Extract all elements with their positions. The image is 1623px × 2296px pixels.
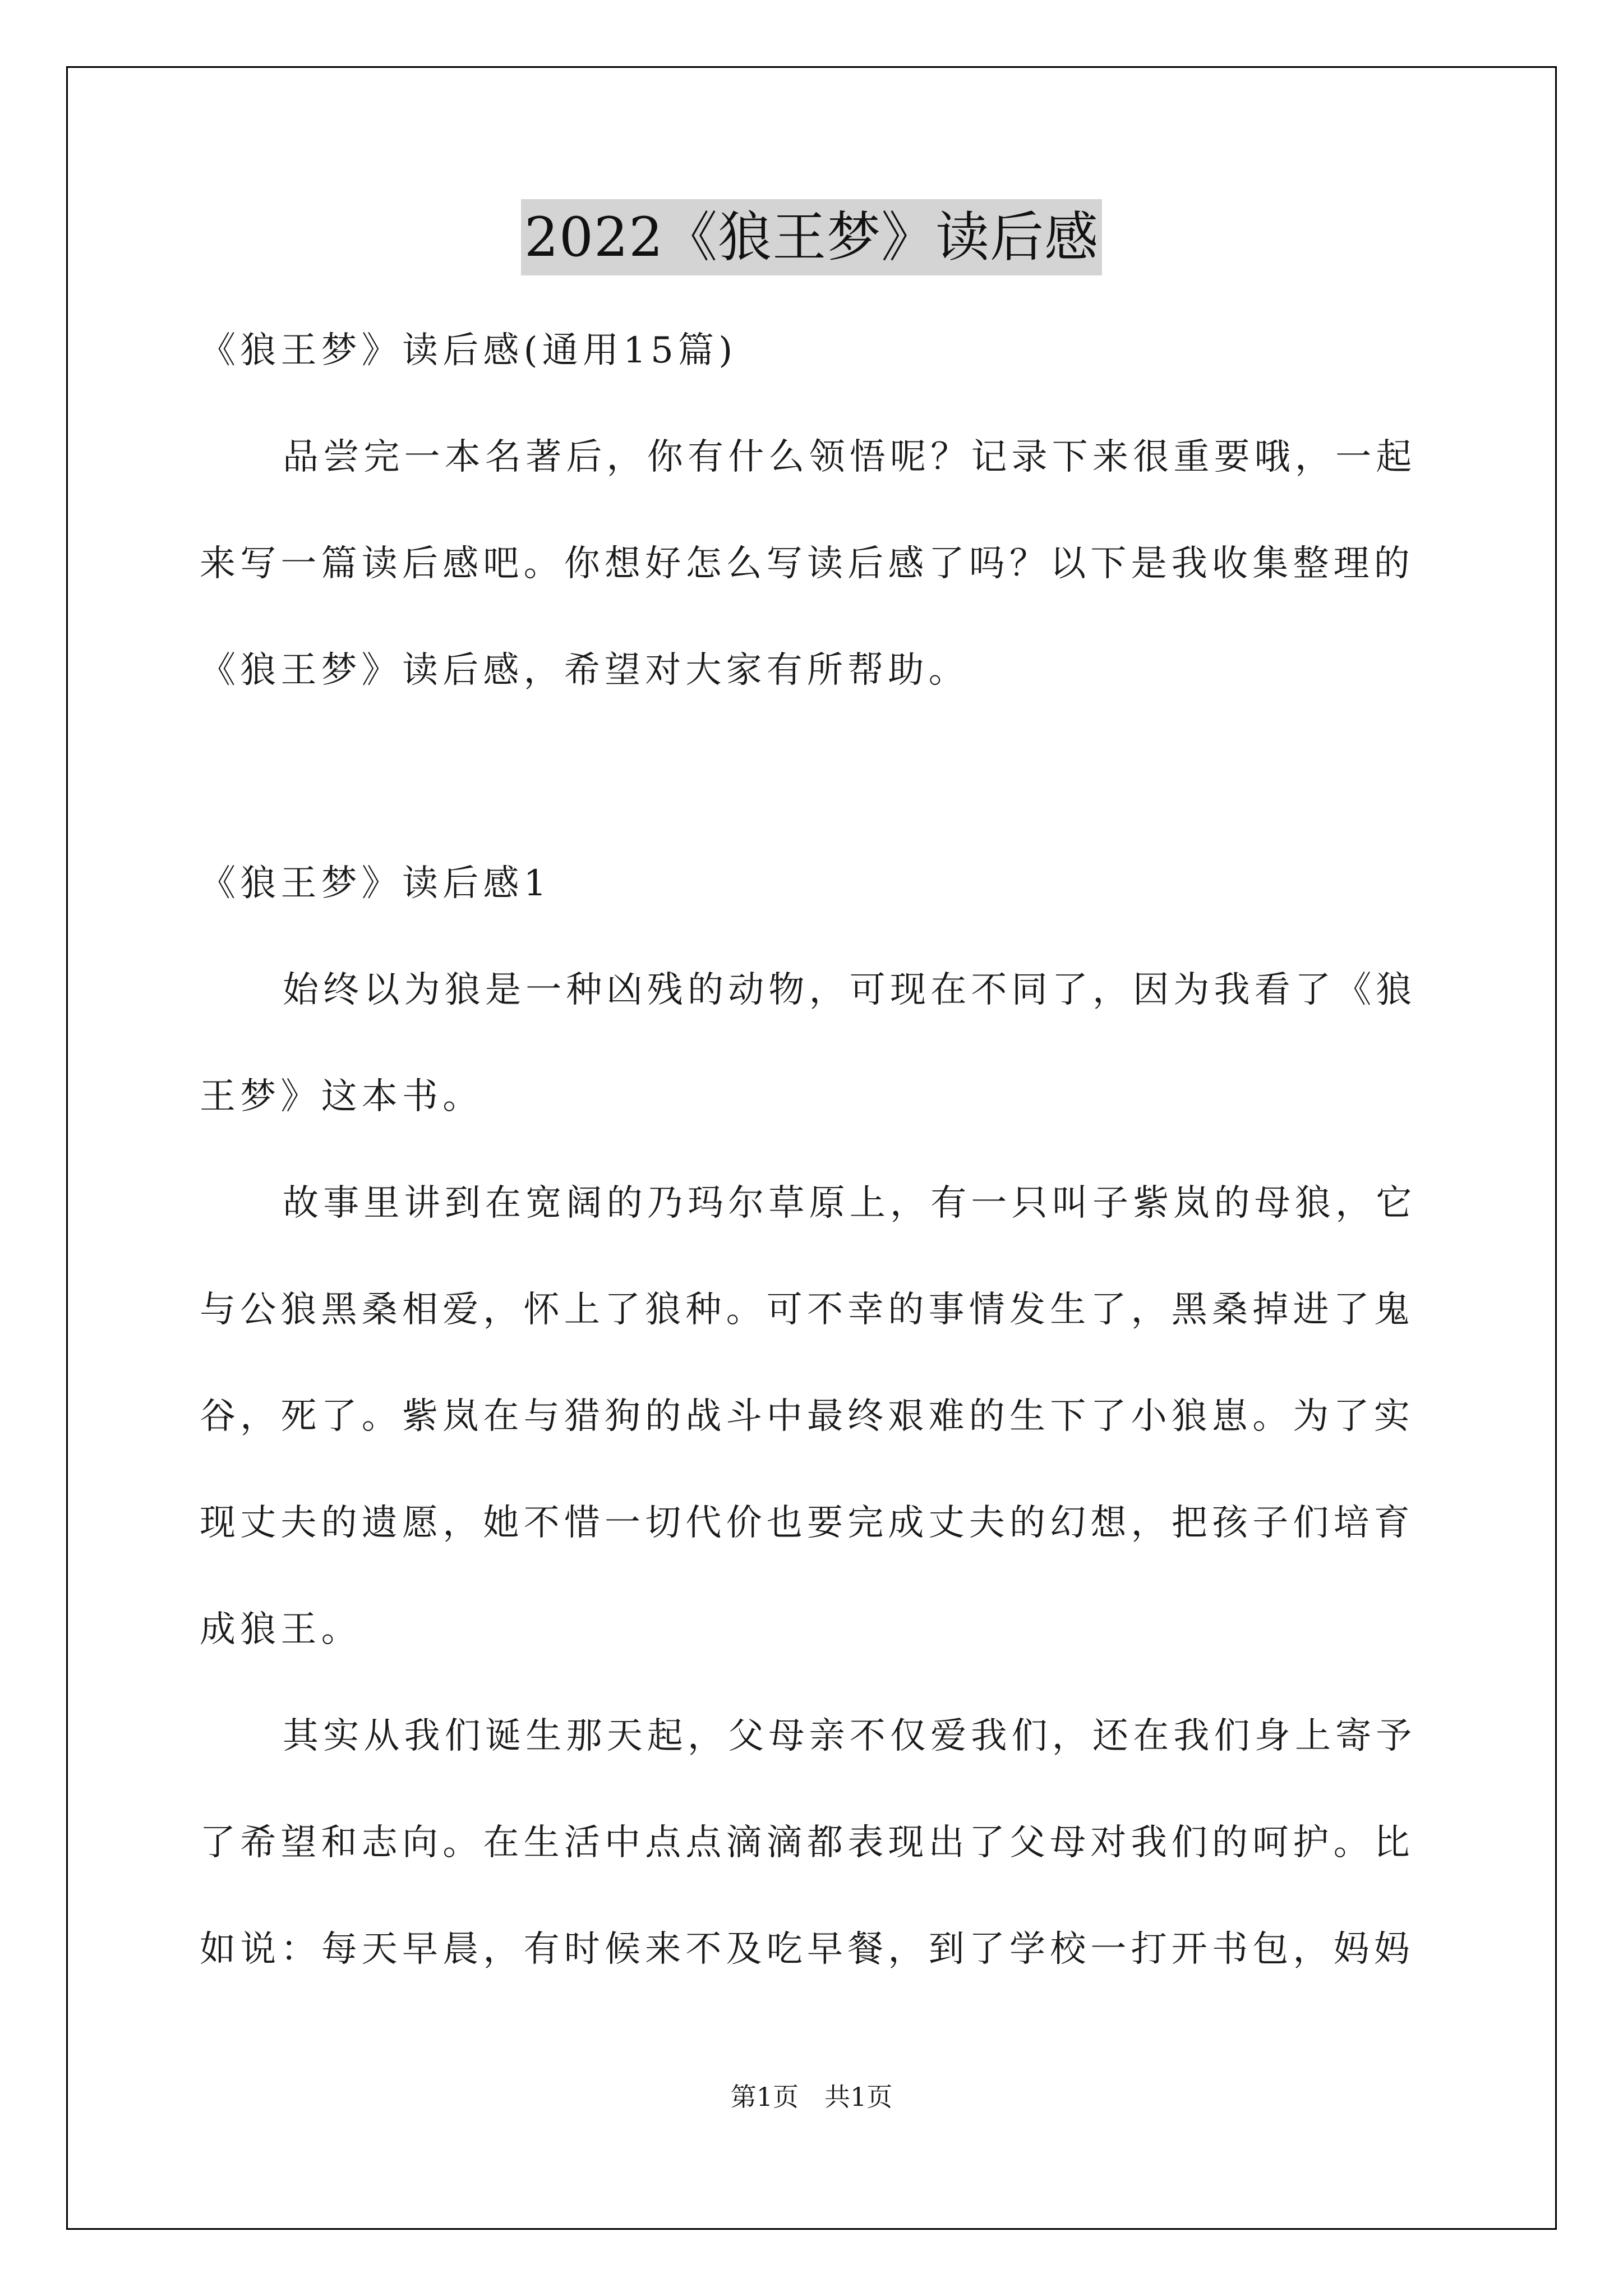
paragraph-line: 如说：每天早晨，有时候来不及吃早餐，到了学校一打开书包，妈妈 (200, 1929, 1414, 1970)
paragraph-line: 其实从我们诞生那天起，父母亲不仅爱我们，还在我们身上寄予 (283, 1715, 1417, 1757)
paragraph-line: 王梦》这本书。 (200, 1076, 483, 1117)
intro-line-1: 品尝完一本名著后，你有什么领悟呢？记录下来很重要哦，一起 (283, 436, 1417, 478)
document-body (200, 297, 1433, 2003)
intro-line-2: 来写一篇读后感吧。你想好怎么写读后感了吗？以下是我收集整理的 (200, 543, 1414, 585)
page-total: 共1页 (824, 2082, 893, 2112)
paragraph-line: 了希望和志向。在生活中点点滴滴都表现出了父母对我们的呵护。比 (200, 1822, 1414, 1864)
section-gap (200, 724, 1433, 830)
document-title: 2022《狼王梦》读后感 (521, 199, 1102, 275)
title-wrap (0, 199, 1623, 275)
paragraph-line: 成狼王。 (200, 1609, 362, 1650)
paragraph-line: 故事里讲到在宽阔的乃玛尔草原上，有一只叫子紫岚的母狼，它 (283, 1182, 1417, 1224)
page-footer (0, 2080, 1623, 2114)
intro-line-3: 《狼王梦》读后感，希望对大家有所帮助。 (200, 650, 969, 691)
subtitle-line: 《狼王梦》读后感(通用15篇) (200, 330, 737, 371)
paragraph-line: 与公狼黑桑相爱，怀上了狼种。可不幸的事情发生了，黑桑掉进了鬼 (200, 1289, 1414, 1331)
paragraph-line: 现丈夫的遗愿，她不惜一切代价也要完成丈夫的幻想，把孩子们培育 (200, 1502, 1414, 1544)
paragraph-line: 谷，死了。紫岚在与猎狗的战斗中最终艰难的生下了小狼崽。为了实 (200, 1396, 1414, 1437)
paragraph-line: 始终以为狼是一种凶残的动物，可现在不同了，因为我看了《狼 (283, 969, 1417, 1011)
section-heading: 《狼王梦》读后感1 (200, 863, 551, 904)
page-number: 第1页 (730, 2082, 799, 2112)
